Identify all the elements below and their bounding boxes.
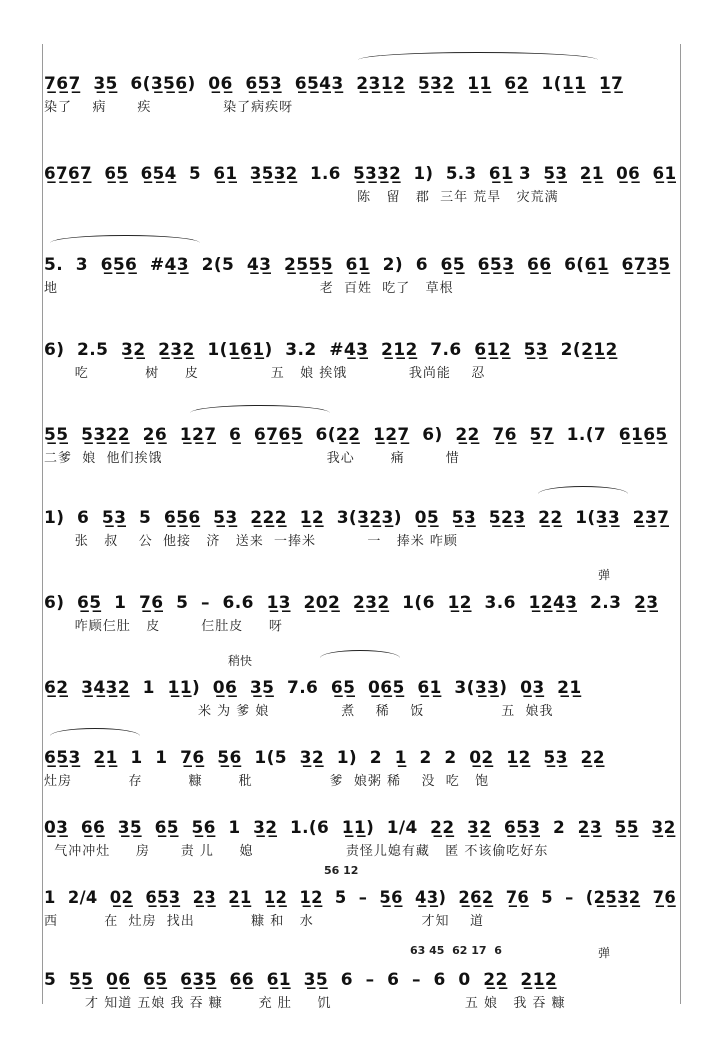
slur-arc: [538, 486, 628, 494]
lyrics-line: 张 叔 公 他接 济 送来 一捧米 一 捧米 咋顾: [44, 534, 458, 549]
tempo-mark-shao-kuai: 稍快: [228, 654, 253, 668]
lyrics-line: 米 为 爹 娘 煮 稀 饭 五 娘我: [44, 704, 554, 719]
notation-line: 6) 6̲5̲ 1 7̲6̲ 5 – 6.6 1̲3̲ 2̲0̲2̲ 2̲3̲2̲ 1(6 1̲2̲ 3.6 1̲2̲4̲3̲ 2.3 2̲3̲: [44, 593, 659, 613]
grace-notes-1: 56 12: [324, 864, 359, 877]
grace-notes-2: 63 45 62 17 6: [410, 944, 502, 957]
lyrics-line: 染了 病 疾 染了病疾呀: [44, 100, 294, 115]
notation-line: 6̲7̲6̲7̲ 6̲5̲ 6̲5̲4̲ 5 6̲1̲ 3̲5̲3̲2̲ 1.6 5̲3̲3̲2̲ 1) 5.3 6̲1̲ 3 5̲3̲ 2̲1̲ 0̲6̲ 6̲1̲: [44, 164, 677, 184]
lyrics-line: 吃 树 皮 五 娘 挨饿 我尚能 忍: [44, 366, 486, 381]
lyrics-line: 灶房 存 糠 秕 爹 娘粥 稀 没 吃 饱: [44, 774, 490, 789]
notation-line: 5 5̲5̲ 0̲6̲ 6̲5̲ 6̲3̲5̲ 6̲6̲ 6̲1̲ 3̲5̲ 6 – 6 – 6 0 2̲2̲ 2̲1̲2̲: [44, 970, 558, 990]
lyrics-line: 才 知道 五娘 我 吞 糠 充 肚 饥 五 娘 我 吞 糠: [44, 996, 566, 1011]
lyrics-line: 西 在 灶房 找出 糠 和 水 才知 道: [44, 914, 485, 929]
lyrics-line: 二爹 娘 他们挨饿 我心 痛 惜: [44, 451, 460, 466]
slur-arc: [50, 235, 200, 243]
notation-line: 7̲6̲7̲ 3̲5̲ 6(3̲5̲6̲) 0̲6̲ 6̲5̲3̲ 6̲5̲4̲3̲ 2̲3̲1̲2̲ 5̲3̲2̲ 1̲1̲ 6̲2̲ 1(1̲1̲ 1̲7̲: [44, 74, 624, 94]
slur-arc: [190, 405, 330, 413]
lyrics-line: 气冲冲灶 房 责 儿 媳 责怪儿媳有藏 匿 不该偷吃好东: [44, 844, 549, 859]
notation-line: 5. 3 6̲5̲6̲ #4̲3̲ 2(5 4̲3̲ 2̲5̲5̲5̲ 6̲1̲ 2) 6 6̲5̲ 6̲5̲3̲ 6̲6̲ 6(6̲1̲ 6̲7̲3̲5̲: [44, 255, 671, 275]
tan-mark-1: 弹: [598, 568, 611, 582]
notation-line: 1 2/4 0̲2̲ 6̲5̲3̲ 2̲3̲ 2̲1̲ 1̲2̲ 1̲2̲ 5 – 5̲6̲ 4̲3̲) 2̲6̲2̲ 7̲6̲ 5 – (2̲5̲3̲2̲ 7̲6̲: [44, 888, 677, 908]
lyrics-line: 咋顾仨肚 皮 仨肚皮 呀: [44, 619, 283, 634]
page-edge-left: [42, 44, 43, 1004]
slur-arc: [358, 52, 598, 60]
lyrics-line: 地 老 百姓 吃了 草根: [44, 281, 454, 296]
notation-line: 6̲2̲ 3̲4̲3̲2̲ 1 1̲1̲) 0̲6̲ 3̲5̲ 7.6 6̲5̲ 0̲6̲5̲ 6̲1̲ 3(3̲3̲) 0̲3̲ 2̲1̲: [44, 678, 582, 698]
notation-line: 6) 2.5 3̲2̲ 2̲3̲2̲ 1(1̲6̲1̲) 3.2 #4̲3̲ 2̲1̲2̲ 7.6 6̲1̲2̲ 5̲3̲ 2(2̲1̲2̲: [44, 340, 618, 360]
notation-line: 1) 6 5̲3̲ 5 6̲5̲6̲ 5̲3̲ 2̲2̲2̲ 1̲2̲ 3(3̲2̲3̲) 0̲5̲ 5̲3̲ 5̲2̲3̲ 2̲2̲ 1(3̲3̲ 2̲3̲7̲: [44, 508, 670, 528]
page-edge-right: [680, 44, 681, 1004]
slur-arc: [320, 650, 400, 658]
notation-line: 5̲5̲ 5̲3̲2̲2̲ 2̲6̲ 1̲2̲7̲ 6̲ 6̲7̲6̲5̲ 6(2̲2̲ 1̲2̲7̲ 6) 2̲2̲ 7̲6̲ 5̲7̲ 1.(7 6̲1̲6̲5̲: [44, 425, 668, 445]
notation-line: 6̲5̲3̲ 2̲1̲ 1 1 7̲6̲ 5̲6̲ 1(5 3̲2̲ 1) 2 1̲ 2 2 0̲2̲ 1̲2̲ 5̲3̲ 2̲2̲: [44, 748, 605, 768]
tan-mark-2: 弹: [598, 946, 611, 960]
lyrics-line: 陈 留 郡 三年 荒旱 灾荒满: [44, 190, 559, 205]
notation-line: 0̲3̲ 6̲6̲ 3̲5̲ 6̲5̲ 5̲6̲ 1 3̲2̲ 1.(6 1̲1̲) 1/4 2̲2̲ 3̲2̲ 6̲5̲3̲ 2 2̲3̲ 5̲5̲ 3̲2̲: [44, 818, 676, 838]
slur-arc: [50, 728, 140, 736]
